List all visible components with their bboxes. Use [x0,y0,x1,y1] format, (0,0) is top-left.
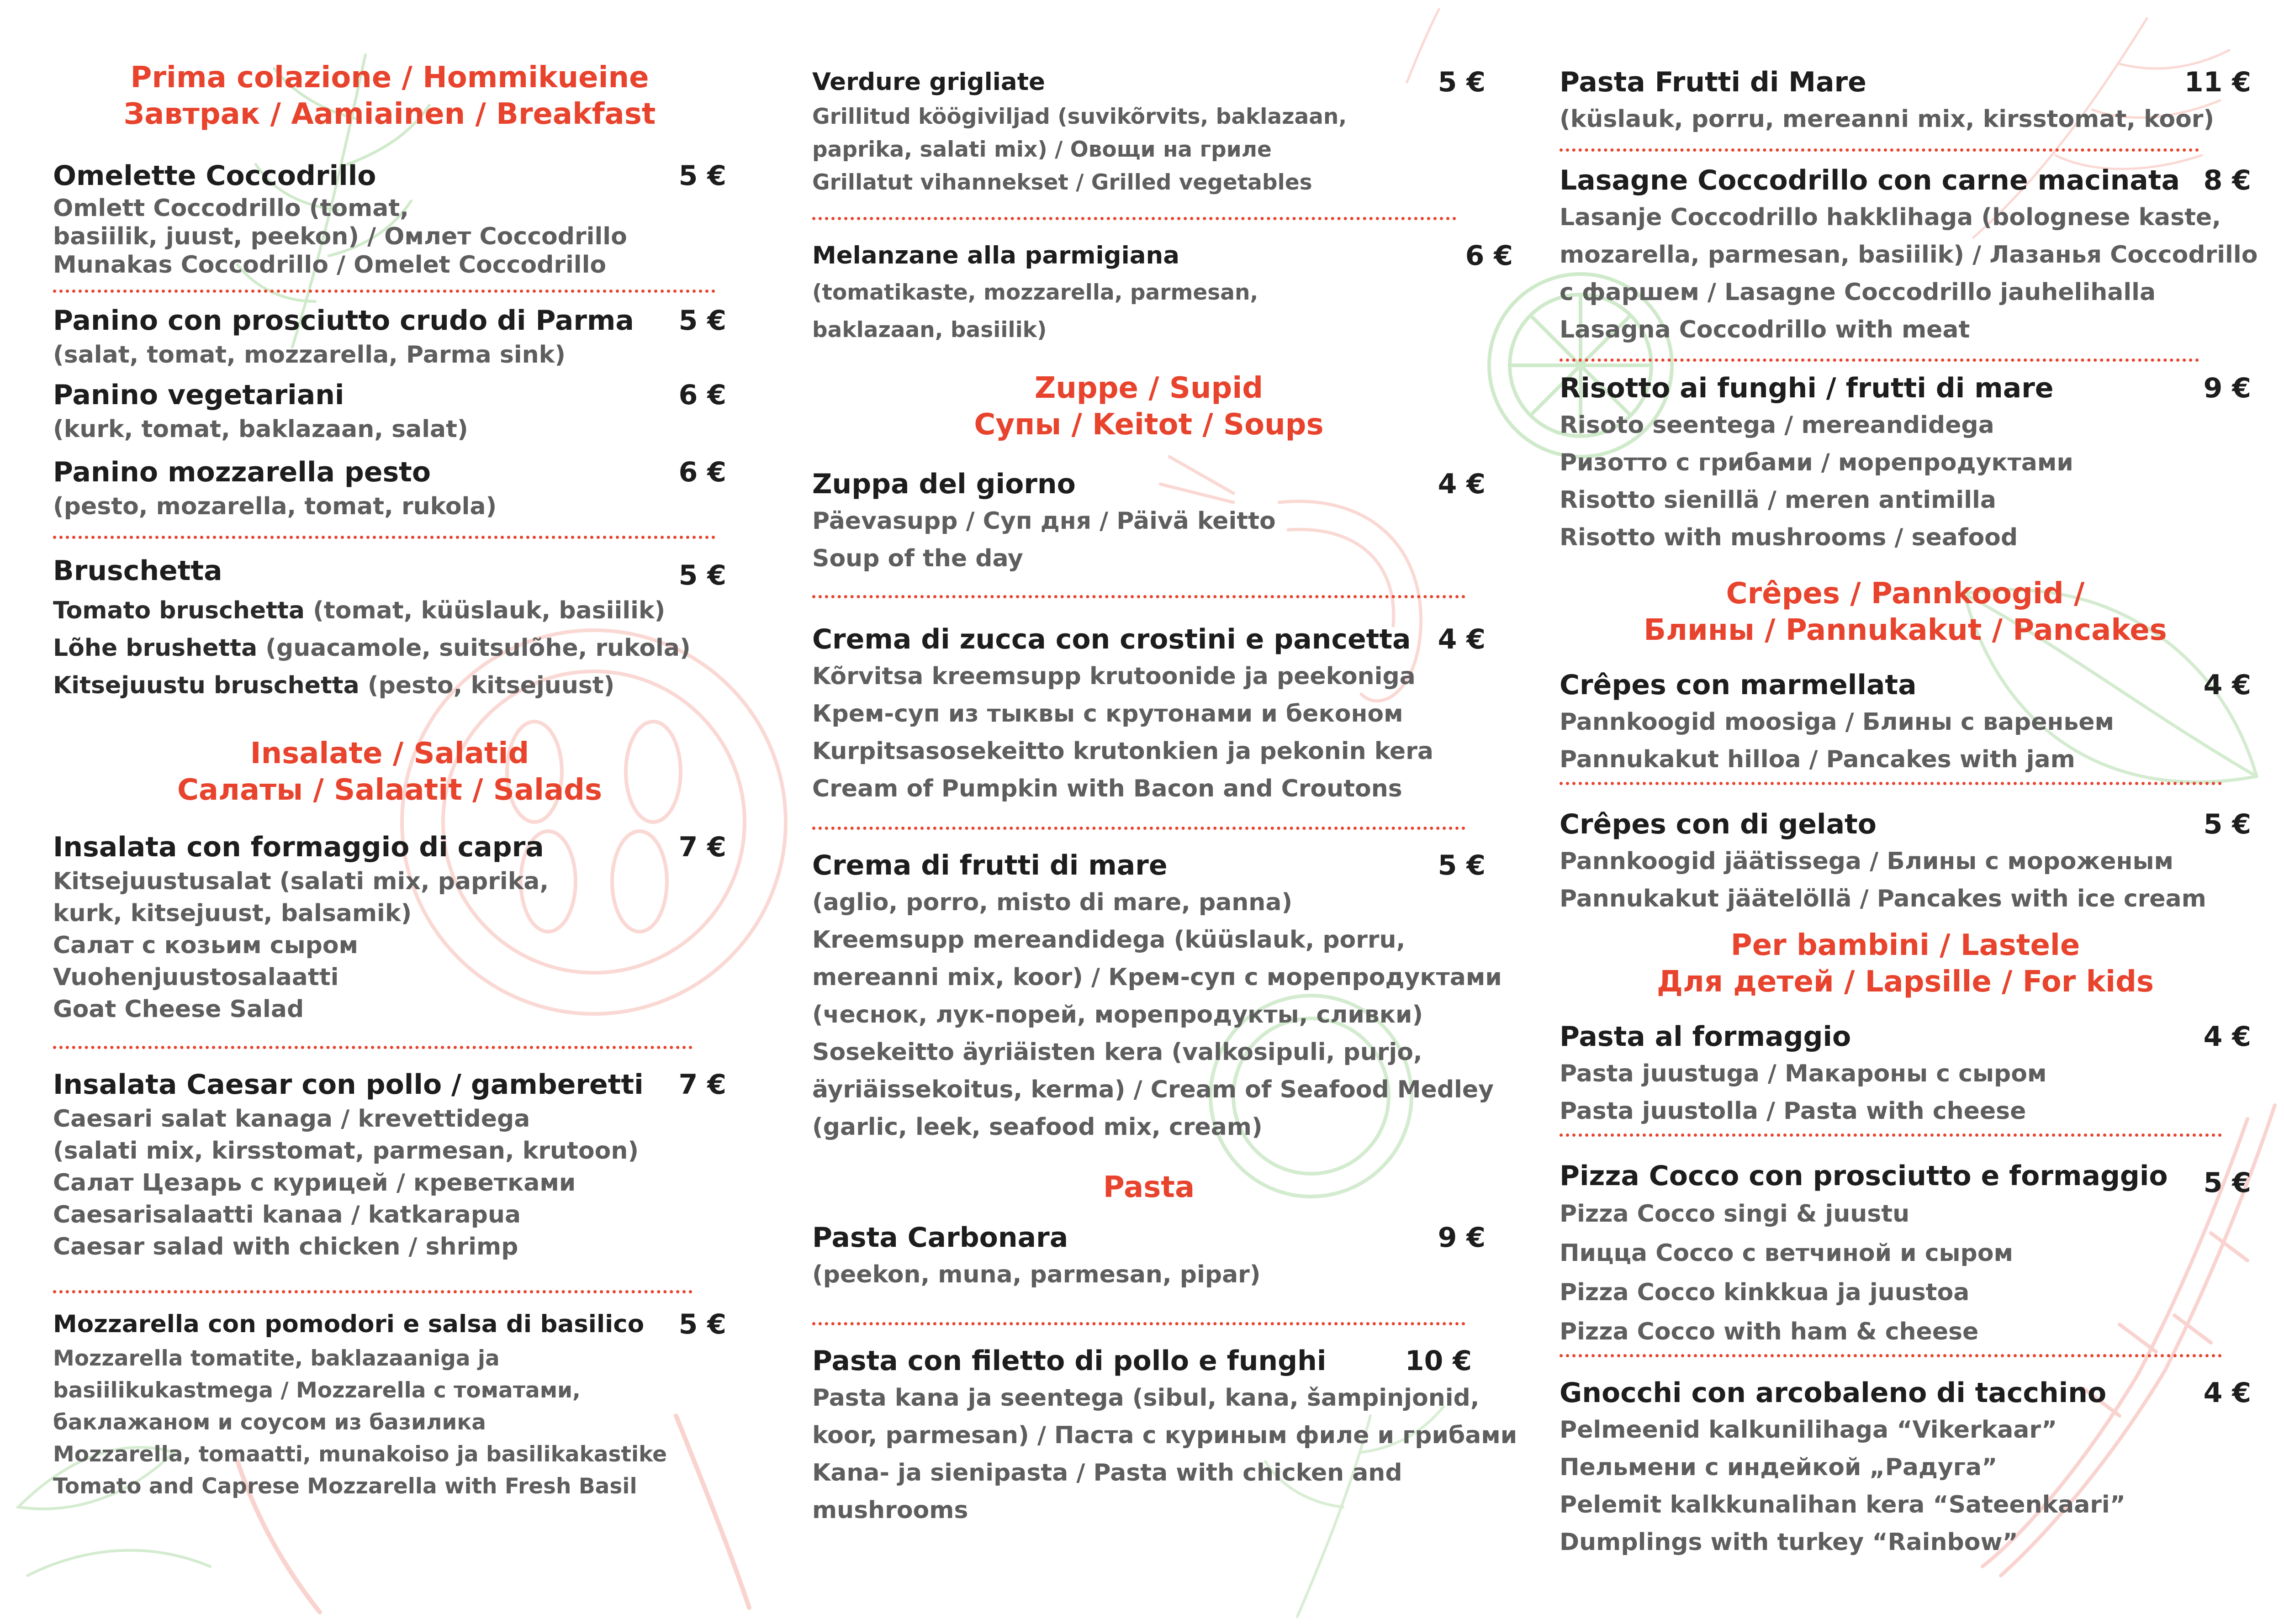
menu-item-price: 9 € [2203,372,2251,404]
menu-item-description: Kana- ja sienipasta / Pasta with chicken and [812,1459,1402,1487]
menu-item-price: 6 € [1465,240,1513,272]
menu-item-name: Omelette Coccodrillo [53,160,376,192]
dotted-separator [812,217,1456,220]
menu-item-description: (aglio, porro, misto di mare, panna) [812,889,1293,916]
menu-item-description: Pizza Cocco kinkkua ja juustoa [1560,1279,1970,1306]
menu-item-name: Melanzane alla parmigiana [812,242,1180,269]
menu-item-description: Kitsejuustusalat (salati mix, paprika, [53,868,549,895]
menu-item-price: 11 € [2184,66,2251,98]
menu-item-name: Pasta con filetto di pollo e funghi [812,1345,1327,1377]
menu-item-description: mozarella, parmesan, basiilik) / Лазанья Coccodrillo [1560,241,2258,269]
menu-item-description: (peekon, muna, parmesan, pipar) [812,1261,1261,1288]
menu-item-name: Insalata Caesar con pollo / gamberetti [53,1069,644,1101]
menu-item [1560,1375,2251,1561]
menu-item-description: paprika, salati mix) / Овощи на гриле [812,137,1272,162]
menu-item-description: (garlic, leek, seafood mix, cream) [812,1113,1263,1141]
menu-item-description: Goat Cheese Salad [53,996,304,1023]
section-heading-line: Crêpes / Pannkoogid / [1726,577,2085,611]
menu-item [812,621,1486,807]
menu-item-description: Pannukakut hilloa / Pancakes with jam [1560,746,2075,773]
menu-item-price: 9 € [1438,1222,1486,1254]
menu-item-description [53,592,726,629]
menu-item-description: Päevasupp / Суп дня / Päivä keitto [812,507,1276,535]
dotted-separator [812,1322,1465,1325]
menu-item-description: baklazaan, basiilik) [812,317,1047,343]
menu-item-name: Pasta al formaggio [1560,1021,1851,1053]
menu-item-description: Risotto with mushrooms / seafood [1560,524,2018,551]
menu-item-price: 4 € [1438,468,1486,500]
menu-item-price: 4 € [2203,1377,2251,1409]
section-heading-line: Pasta [1103,1171,1195,1204]
menu-item-description: Dumplings with turkey “Rainbow” [1560,1529,2018,1556]
menu-item-description: (salat, tomat, mozzarella, Parma sink) [53,341,566,369]
menu-item-description: Pannkoogid jäätissega / Блины с мороженым [1560,848,2174,875]
menu-item [53,1066,726,1263]
menu-item-description: Pizza Cocco singi & juustu [1560,1200,1910,1228]
menu-item-name: Panino mozzarella pesto [53,456,431,488]
section-heading-line: Завтрак / Aamiainen / Breakfast [123,97,656,131]
menu-item-description: Крем-суп из тыквы с крутонами и беконом [812,700,1403,728]
menu-item-name: Panino vegetariani [53,379,344,411]
section-heading-line: Zuppe / Supid [1034,371,1264,405]
menu-item [1560,1158,2251,1351]
menu-item-description: Pasta juustolla / Pasta with cheese [1560,1097,2026,1125]
dotted-separator [1560,148,2199,152]
menu-item-description: Soup of the day [812,545,1023,572]
dotted-separator [1560,782,2222,785]
menu-item [812,847,1502,1146]
menu-item-price: 7 € [678,831,726,863]
menu-item-description: (kurk, tomat, baklazaan, salat) [53,416,468,443]
menu-item-variant-ingredients: (pesto, kitsejuust) [359,672,615,699]
menu-item-description: mushrooms [812,1497,968,1524]
section-heading-line: Prima colazione / Hommikueine [130,61,649,95]
menu-item-description: Pannkoogid moosiga / Блины с вареньем [1560,708,2114,736]
menu-item-variant-ingredients: (tomat, küüslauk, basiilik) [305,597,666,624]
menu-item-name: Panino con prosciutto crudo di Parma [53,305,634,337]
menu-item-description: (küslauk, porru, mereanni mix, kirsstomat, koor) [1560,105,2215,133]
menu-item [812,64,1486,199]
menu-item-name: Crêpes con di gelato [1560,808,1877,840]
menu-item [1560,64,2251,138]
menu-item-name: Gnocchi con arcobaleno di tacchino [1560,1377,2107,1409]
menu-item-price: 5 € [1438,849,1486,881]
menu-item-price: 6 € [678,379,726,411]
menu-item-price: 5 € [2203,808,2251,840]
menu-item-description: Пицца Cocco с ветчиной и сыром [1560,1239,2014,1267]
menu-item-description: basiilikukastmega / Mozzarella с томатами, [53,1378,581,1403]
menu-item-description: Mozzarella, tomaatti, munakoiso ja basilikakastike [53,1442,667,1467]
dotted-separator [1560,1354,2222,1357]
dotted-separator [53,290,715,293]
menu-item [1560,667,2251,778]
menu-item [812,1219,1486,1293]
menu-item-description: basiilik, juust, peekon) / Омлет Coccodrillo [53,223,627,250]
dotted-separator [53,1290,693,1293]
menu-item-description: Pasta juustuga / Макароны с сыром [1560,1060,2047,1087]
menu-item-description: (salati mix, kirsstomat, parmesan, krutoon) [53,1137,639,1165]
menu-item-description: Салат с козьим сыром [53,932,359,959]
dotted-separator [53,1046,693,1049]
section-heading [1560,927,2251,1000]
menu-item [1560,370,2251,556]
menu-item-description: Lasagna Coccodrillo with meat [1560,316,1970,343]
menu-item-name: Lasagne Coccodrillo con carne macinata [1560,164,2180,196]
menu-item-description: (tomatikaste, mozzarella, parmesan, [812,280,1258,305]
menu-item-description [53,667,726,704]
menu-item-description: kurk, kitsejuust, balsamik) [53,900,412,927]
dotted-separator [1560,1134,2222,1137]
dotted-separator [812,595,1465,598]
menu-item-price: 4 € [2203,669,2251,701]
menu-item-description: äyriäissekoitus, kerma) / Cream of Seafood Medley [812,1076,1494,1103]
menu-item [1560,806,2251,917]
menu-item [53,302,726,371]
menu-item-description: Mozzarella tomatite, baklazaaniga ja [53,1346,500,1371]
menu-item-description: koor, parmesan) / Паста с куриным филе и грибами [812,1422,1517,1449]
menu-item-description: Lasanje Coccodrillo hakklihaga (bolognese kaste, [1560,204,2221,231]
menu-item-description: Caesar salad with chicken / shrimp [53,1233,518,1260]
menu-item-description: (pesto, mozarella, tomat, rukola) [53,493,497,520]
menu-item [812,466,1486,577]
menu-item-name: Pasta Frutti di Mare [1560,66,1866,98]
menu-item-description: Grillitud köögiviljad (suvikõrvits, baklazaan, [812,104,1347,129]
section-heading [1560,575,2251,649]
menu-item-price: 10 € [1405,1345,1472,1377]
section-heading-line: Insalate / Salatid [250,737,529,770]
menu-item-name: Zuppa del giorno [812,468,1076,500]
section-heading-line: Per bambini / Lastele [1730,928,2080,962]
menu-item-name: Insalata con formaggio di capra [53,831,544,863]
menu-item-variant-name: Kitsejuustu bruschetta [53,672,360,699]
menu-item-price: 6 € [678,456,726,488]
section-heading-line: Салаты / Salaatit / Salads [177,773,603,807]
menu-item-description: Risotto sienillä / meren antimilla [1560,486,1996,514]
menu-item-price: 8 € [2203,164,2251,196]
menu-item-description: Kurpitsasosekeitto krutonkien ja pekonin kera [812,738,1433,765]
menu-item [53,377,726,445]
menu-item-price: 4 € [2203,1021,2251,1053]
menu-item-name: Pasta Carbonara [812,1222,1068,1254]
menu-item-name: Mozzarella con pomodori e salsa di basilico [53,1310,645,1338]
menu-item [53,553,726,704]
menu-item-description: Pannukakut jäätelöllä / Pancakes with ice cream [1560,885,2206,912]
menu-item-variant-ingredients: (guacamole, suitsulõhe, rukola) [257,634,691,662]
dotted-separator [812,827,1465,830]
menu-item-description: Tomato and Caprese Mozzarella with Fresh Basil [53,1474,637,1499]
menu-item-description: Pelmeenid kalkunilihaga “Vikerkaar” [1560,1416,2057,1444]
section-heading [53,735,726,808]
menu-item [53,158,726,279]
menu-item-price: 5 € [678,1308,726,1340]
menu-item-description: Munakas Coccodrillo / Omelet Coccodrillo [53,251,607,279]
menu-item [53,1306,726,1503]
menu-item-name: Pizza Cocco con prosciutto e formaggio [1560,1160,2168,1192]
menu-item-description: Grillatut vihannekset / Grilled vegetables [812,170,1312,195]
menu-item-variant-name: Lõhe brushetta [53,634,258,662]
dotted-separator [1560,359,2199,362]
menu-item-description: Пельмени с индейкой „Радуга” [1560,1454,1998,1481]
menu-item [53,454,726,522]
menu-item-name: Risotto ai funghi / frutti di mare [1560,372,2054,404]
menu-item-name: Verdure grigliate [812,68,1045,96]
menu-item-description: Pasta kana ja seentega (sibul, kana, šampinjonid, [812,1384,1480,1412]
menu-item-description: Cream of Pumpkin with Bacon and Croutons [812,775,1402,802]
menu-item-description: (чеснок, лук-порей, морепродукты, сливки) [812,1001,1423,1028]
section-heading-line: Супы / Keitot / Soups [974,408,1324,442]
menu-item-description: баклажаном и соусом из базилика [53,1410,486,1435]
menu-item-description: Caesari salat kanaga / krevettidega [53,1105,530,1133]
menu-item-description: Kõrvitsa kreemsupp krutoonide ja peekoniga [812,663,1416,690]
menu-item-price: 5 € [1438,66,1486,98]
menu-item-description: Vuohenjuustosalaatti [53,964,339,991]
menu-item [812,237,1513,349]
section-heading [53,59,726,132]
menu-item [1560,162,2258,348]
menu-item [1560,1018,2251,1130]
menu-item-price: 5 € [678,559,726,591]
menu-item [812,1343,1517,1529]
menu-item-description: Pelemit kalkkunalihan kera “Sateenkaari” [1560,1491,2125,1519]
menu-item-description: Omlett Coccodrillo (tomat, [53,195,409,222]
menu-item-price: 5 € [678,305,726,337]
menu-item-variant-name: Tomato bruschetta [53,597,305,624]
menu-item-name: Crema di zucca con crostini e pancetta [812,623,1411,655]
dotted-separator [53,536,715,539]
menu-item-name: Crema di frutti di mare [812,849,1168,881]
section-heading-line: Блины / Pannukakut / Pancakes [1644,613,2167,647]
menu-item-name: Crêpes con marmellata [1560,669,1917,701]
menu-item-description: с фаршем / Lasagne Coccodrillo jauhelihalla [1560,279,2156,306]
menu-item-description [53,629,726,667]
menu-item-price: 7 € [678,1069,726,1101]
menu-item-description: Risoto seentega / mereandidega [1560,411,1994,439]
menu-item-description: mereanni mix, koor) / Крем-суп с морепродуктами [812,964,1502,991]
menu-item-price: 4 € [1438,623,1486,655]
menu-item-description: Ризотто с грибами / морепродуктами [1560,449,2073,476]
section-heading [812,1169,1486,1206]
menu-item-description: Caesarisalaatti kanaa / katkarapua [53,1201,521,1229]
menu-item [53,829,726,1025]
menu-item-description: Sosekeitto äyriäisten kera (valkosipuli, purjo, [812,1039,1422,1066]
section-heading-line: Для детей / Lapsille / For kids [1657,965,2154,999]
menu-item-description: Kreemsupp mereandidega (küüslauk, porru, [812,926,1406,954]
section-heading [812,370,1486,443]
menu-item-description: Салат Цезарь с курицей / креветками [53,1169,576,1197]
menu-item-price: 5 € [678,160,726,192]
menu-item-price: 5 € [2203,1167,2251,1199]
menu-item-name: Bruschetta [53,555,222,587]
menu-item-description: Pizza Cocco with ham & cheese [1560,1318,1979,1345]
